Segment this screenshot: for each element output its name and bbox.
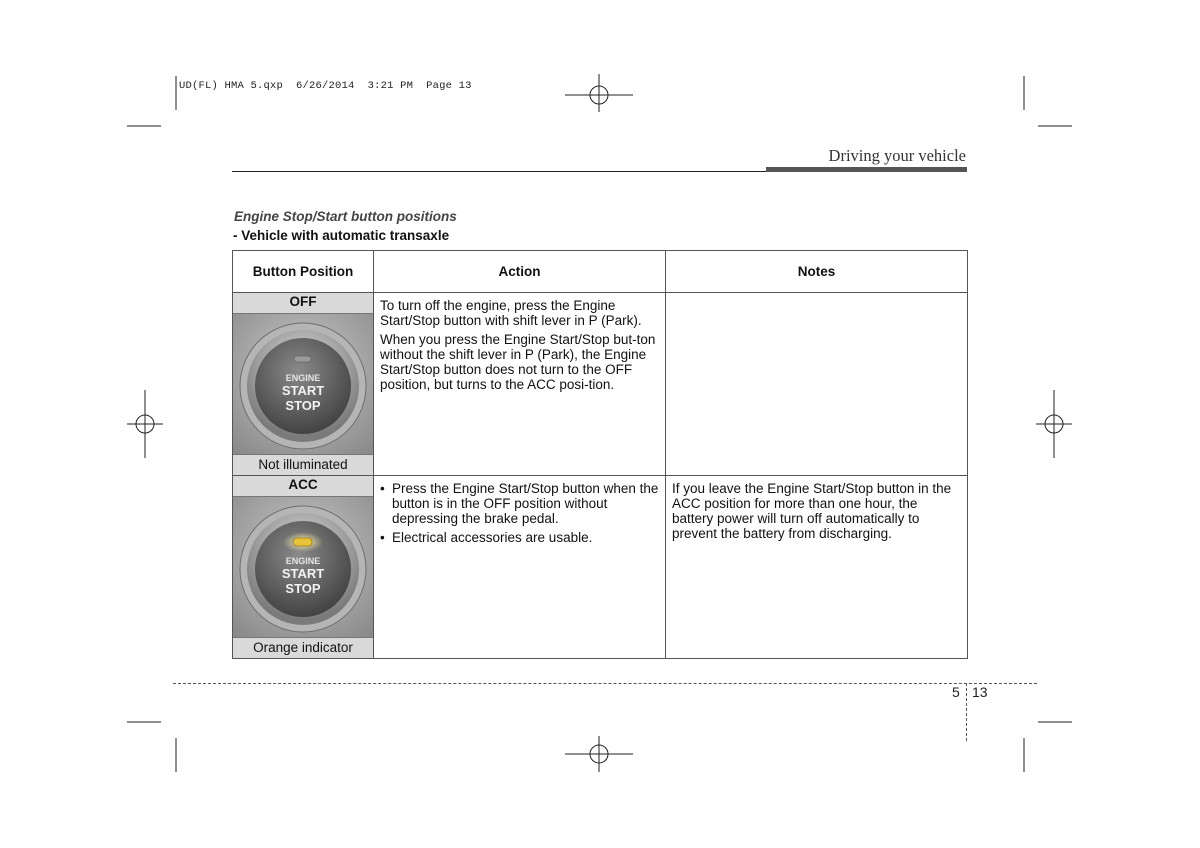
button-text-stop: STOP xyxy=(285,581,321,596)
page-number-separator xyxy=(966,683,967,741)
action-cell-off xyxy=(374,293,666,476)
section-title: Driving your vehicle xyxy=(828,146,966,165)
action-bullet-list xyxy=(380,481,659,545)
action-cell-acc xyxy=(374,476,666,659)
action-bullet: • Press the Engine Start/Stop button when the button is in the OFF position without depressing the brake pedal. xyxy=(392,481,659,526)
notes-text xyxy=(666,293,967,298)
chapter-number: 5 xyxy=(952,684,960,700)
header-button-position: Button Position xyxy=(233,251,374,293)
slug-file: UD(FL) HMA 5.qxp xyxy=(179,80,284,92)
position-caption: Orange indicator xyxy=(233,637,373,658)
position-cell-off xyxy=(233,293,374,476)
slug-date: 6/26/2014 xyxy=(296,80,355,92)
button-text-stop: STOP xyxy=(285,398,321,413)
position-label: OFF xyxy=(233,293,373,314)
engine-start-stop-button-icon xyxy=(233,314,373,454)
slug-time: 3:21 PM xyxy=(367,80,414,92)
header-bar xyxy=(766,167,967,172)
header-notes: Notes xyxy=(666,251,968,293)
slug-page: Page 13 xyxy=(426,80,472,92)
button-image-acc xyxy=(233,497,373,637)
notes-cell-off xyxy=(666,293,968,476)
button-text-engine: ENGINE xyxy=(285,373,321,383)
content-title: Engine Stop/Start button positions xyxy=(234,209,457,224)
button-positions-table xyxy=(232,250,968,659)
notes-cell-acc xyxy=(666,476,968,659)
page-number: 13 xyxy=(972,684,988,700)
position-cell-acc xyxy=(233,476,374,659)
button-text-start: START xyxy=(281,383,325,398)
header-rule xyxy=(232,171,766,172)
table-row-acc xyxy=(233,476,968,659)
footer-rule xyxy=(173,683,1037,684)
action-bullet: • Electrical accessories are usable. xyxy=(392,530,659,545)
content-subtitle: - Vehicle with automatic transaxle xyxy=(233,228,450,243)
button-text-start: START xyxy=(281,566,325,581)
header-action: Action xyxy=(374,251,666,293)
notes-text: If you leave the Engine Start/Stop button in the ACC position for more than one hour, the battery power will turn off automatically to prevent the battery from discharging. xyxy=(672,481,952,541)
table-header-row xyxy=(233,251,968,293)
button-image-off xyxy=(233,314,373,454)
action-paragraph: When you press the Engine Start/Stop but-ton without the shift lever in P (Park), the Engine Start/Stop button does not turn to the OFF position, but turns to the ACC posi-tion. xyxy=(380,332,656,392)
orange-indicator-icon xyxy=(293,538,312,546)
action-paragraph: To turn off the engine, press the Engine Start/Stop button with shift lever in P (Park). xyxy=(380,298,642,328)
table-row-off xyxy=(233,293,968,476)
button-text-engine: ENGINE xyxy=(285,556,321,566)
position-label: ACC xyxy=(233,476,373,497)
engine-start-stop-button-icon xyxy=(233,497,373,637)
position-caption: Not illuminated xyxy=(233,454,373,475)
